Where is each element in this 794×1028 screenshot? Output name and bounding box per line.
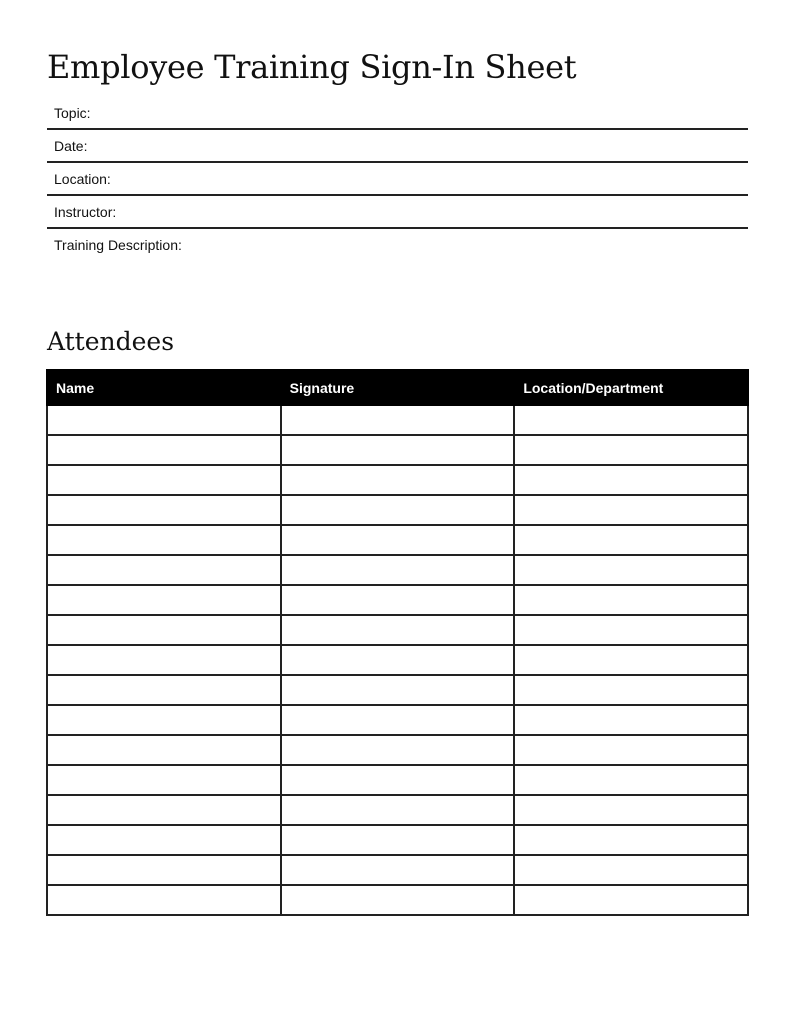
table-row: [47, 705, 748, 735]
attendees-heading: Attendees: [47, 327, 175, 356]
signature-cell[interactable]: [281, 735, 515, 765]
signature-cell[interactable]: [281, 825, 515, 855]
name-cell[interactable]: [47, 735, 281, 765]
location-department-cell[interactable]: [514, 825, 748, 855]
name-cell[interactable]: [47, 855, 281, 885]
date-label: Date:: [54, 137, 88, 154]
name-cell[interactable]: [47, 495, 281, 525]
table-row: [47, 435, 748, 465]
date-field[interactable]: [47, 130, 748, 163]
name-cell[interactable]: [47, 525, 281, 555]
training-description-field[interactable]: [47, 229, 748, 260]
signature-column-header: Signature: [281, 370, 515, 405]
name-cell[interactable]: [47, 645, 281, 675]
location-department-cell[interactable]: [514, 765, 748, 795]
signature-cell[interactable]: [281, 495, 515, 525]
location-department-cell[interactable]: [514, 435, 748, 465]
name-cell[interactable]: [47, 705, 281, 735]
table-row: [47, 645, 748, 675]
name-cell[interactable]: [47, 615, 281, 645]
signature-cell[interactable]: [281, 705, 515, 735]
location-department-cell[interactable]: [514, 615, 748, 645]
name-column-header: Name: [47, 370, 281, 405]
attendees-header-row: [47, 370, 748, 405]
location-department-cell[interactable]: [514, 855, 748, 885]
signature-cell[interactable]: [281, 585, 515, 615]
location-department-cell[interactable]: [514, 555, 748, 585]
training-description-label: Training Description:: [54, 236, 182, 253]
name-cell[interactable]: [47, 765, 281, 795]
location-department-cell[interactable]: [514, 705, 748, 735]
attendee-rows: [47, 405, 748, 915]
name-cell[interactable]: [47, 435, 281, 465]
table-row: [47, 825, 748, 855]
signature-cell[interactable]: [281, 405, 515, 435]
name-cell[interactable]: [47, 405, 281, 435]
name-cell[interactable]: [47, 555, 281, 585]
location-department-cell[interactable]: [514, 585, 748, 615]
location-label: Location:: [54, 170, 111, 187]
location-department-cell[interactable]: [514, 405, 748, 435]
topic-label: Topic:: [54, 104, 91, 121]
location-department-cell[interactable]: [514, 525, 748, 555]
topic-field[interactable]: [47, 97, 748, 130]
table-row: [47, 735, 748, 765]
name-cell[interactable]: [47, 825, 281, 855]
signature-cell[interactable]: [281, 555, 515, 585]
name-cell[interactable]: [47, 465, 281, 495]
table-row: [47, 675, 748, 705]
table-row: [47, 855, 748, 885]
location-department-cell[interactable]: [514, 735, 748, 765]
table-row: [47, 885, 748, 915]
signature-cell[interactable]: [281, 465, 515, 495]
name-cell[interactable]: [47, 585, 281, 615]
signature-cell[interactable]: [281, 855, 515, 885]
table-row: [47, 555, 748, 585]
training-info-fields: [47, 97, 748, 260]
table-row: [47, 525, 748, 555]
name-cell[interactable]: [47, 885, 281, 915]
location-department-cell[interactable]: [514, 645, 748, 675]
location-department-cell[interactable]: [514, 795, 748, 825]
table-row: [47, 495, 748, 525]
signature-cell[interactable]: [281, 645, 515, 675]
name-cell[interactable]: [47, 795, 281, 825]
signature-cell[interactable]: [281, 615, 515, 645]
table-row: [47, 765, 748, 795]
signature-cell[interactable]: [281, 795, 515, 825]
page-title: Employee Training Sign-In Sheet: [47, 48, 577, 86]
location-field[interactable]: [47, 163, 748, 196]
signature-cell[interactable]: [281, 675, 515, 705]
location-department-cell[interactable]: [514, 675, 748, 705]
table-row: [47, 615, 748, 645]
location-department-cell[interactable]: [514, 885, 748, 915]
instructor-label: Instructor:: [54, 203, 117, 220]
instructor-field[interactable]: [47, 196, 748, 229]
table-row: [47, 405, 748, 435]
name-cell[interactable]: [47, 675, 281, 705]
signature-cell[interactable]: [281, 525, 515, 555]
table-row: [47, 795, 748, 825]
table-row: [47, 465, 748, 495]
signature-cell[interactable]: [281, 765, 515, 795]
location-department-cell[interactable]: [514, 495, 748, 525]
signature-cell[interactable]: [281, 885, 515, 915]
location-department-cell[interactable]: [514, 465, 748, 495]
location-department-column-header: Location/Department: [514, 370, 748, 405]
attendees-table: [46, 369, 749, 916]
table-row: [47, 585, 748, 615]
signature-cell[interactable]: [281, 435, 515, 465]
